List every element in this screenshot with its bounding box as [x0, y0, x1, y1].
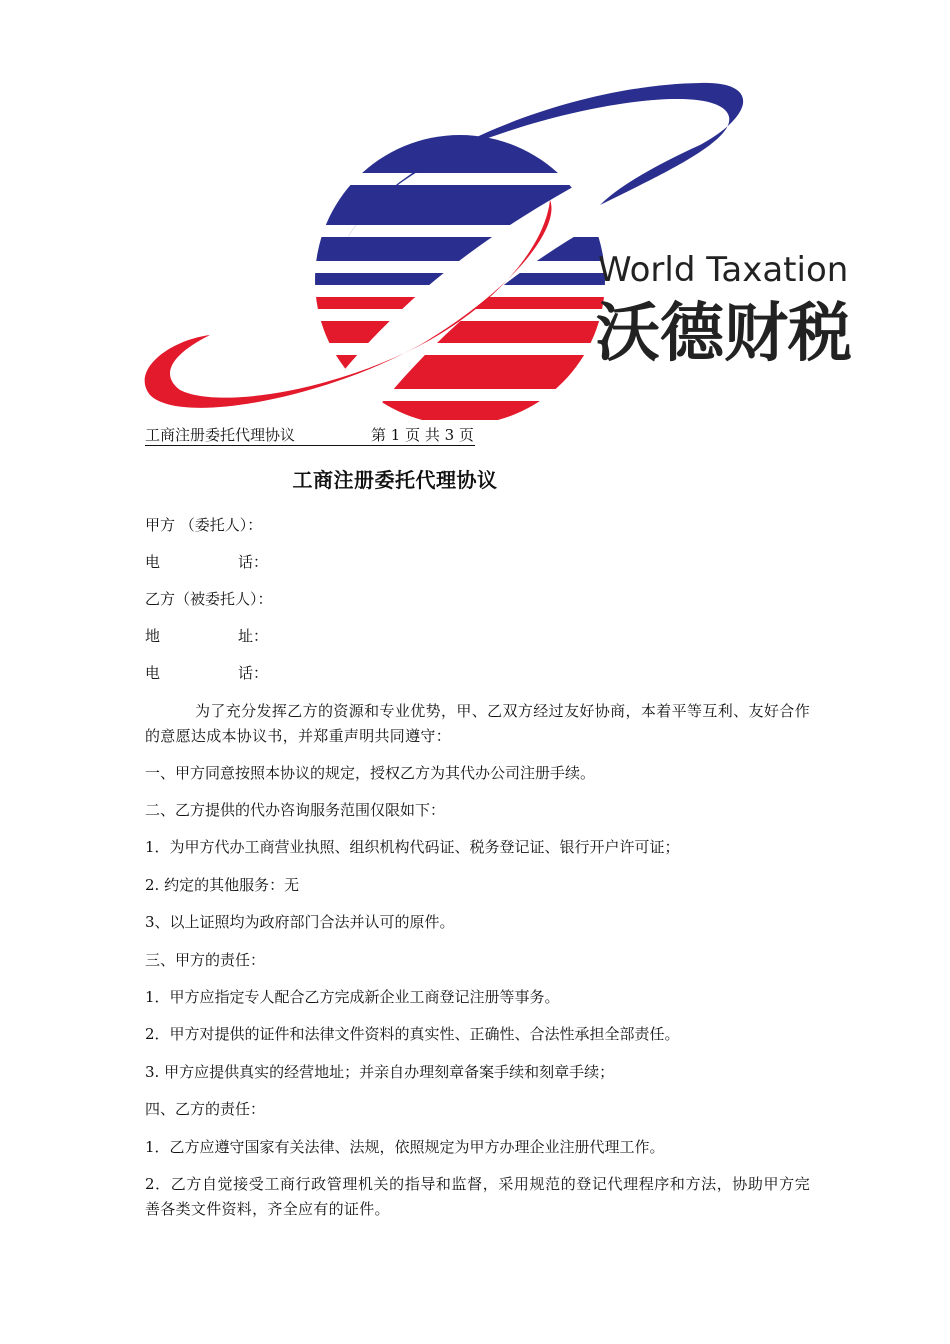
clause-3-item-1: 1．甲方应指定专人配合乙方完成新企业工商登记注册等事务。 — [145, 988, 560, 1006]
clause-4-item-2: 2．乙方自觉接受工商行政管理机关的指导和监督，采用规范的登记代理程序和方法，协助甲方完善各类文件资料，齐全应有的证件。 — [145, 1175, 810, 1218]
clause-3-item-2: 2．甲方对提供的证件和法律文件资料的真实性、正确性、合法性承担全部责任。 — [145, 1025, 680, 1043]
party-b-phone-field — [145, 661, 268, 686]
clause-3-item-3: 3. 甲方应提供真实的经营地址；并亲自办理刻章备案手续和刻章手续； — [145, 1063, 615, 1081]
phone-label: 电话 — [145, 553, 253, 571]
header-page-info: 第 1 页 共 3 页 — [371, 426, 474, 444]
colon: ： — [253, 664, 269, 682]
colon: ： — [253, 553, 269, 571]
logo-english-text: World Taxation — [598, 250, 849, 290]
clause-2-item-1: 1．为甲方代办工商营业执照、组织机构代码证、税务登记证、银行开户许可证； — [145, 838, 680, 856]
clause-2: 二、乙方提供的代办咨询服务范围仅限如下： — [145, 801, 446, 819]
company-logo — [140, 75, 880, 420]
document-title: 工商注册委托代理协议 — [292, 468, 498, 492]
clause-3: 三、甲方的责任： — [145, 951, 266, 969]
intro-paragraph: 为了充分发挥乙方的资源和专业优势，甲、乙双方经过友好协商，本着平等互利、友好合作的意愿达成本协议书，并郑重声明共同遵守： — [145, 702, 810, 745]
clause-1: 一、甲方同意按照本协议的规定，授权乙方为其代办公司注册手续。 — [145, 764, 596, 782]
colon: ： — [253, 627, 269, 645]
clause-2-item-3: 3、以上证照均为政府部门合法并认可的原件。 — [145, 913, 455, 931]
header-doc-name: 工商注册委托代理协议 — [145, 426, 296, 444]
page-header — [145, 425, 475, 446]
clause-4-item-1: 1．乙方应遵守国家有关法律、法规，依照规定为甲方办理企业注册代理工作。 — [145, 1138, 665, 1156]
clause-4: 四、乙方的责任： — [145, 1100, 266, 1118]
clause-2-item-2: 2. 约定的其他服务：无 — [145, 876, 300, 894]
phone-label: 电话 — [145, 664, 253, 682]
party-b-field: 乙方（被委托人）： — [145, 590, 273, 608]
party-a-field: 甲方 （委托人）： — [145, 516, 263, 534]
logo-chinese-text: 沃德财税 — [596, 297, 852, 371]
party-b-address-field — [145, 624, 268, 649]
address-label: 地址 — [145, 627, 253, 645]
party-a-phone-field — [145, 550, 268, 575]
